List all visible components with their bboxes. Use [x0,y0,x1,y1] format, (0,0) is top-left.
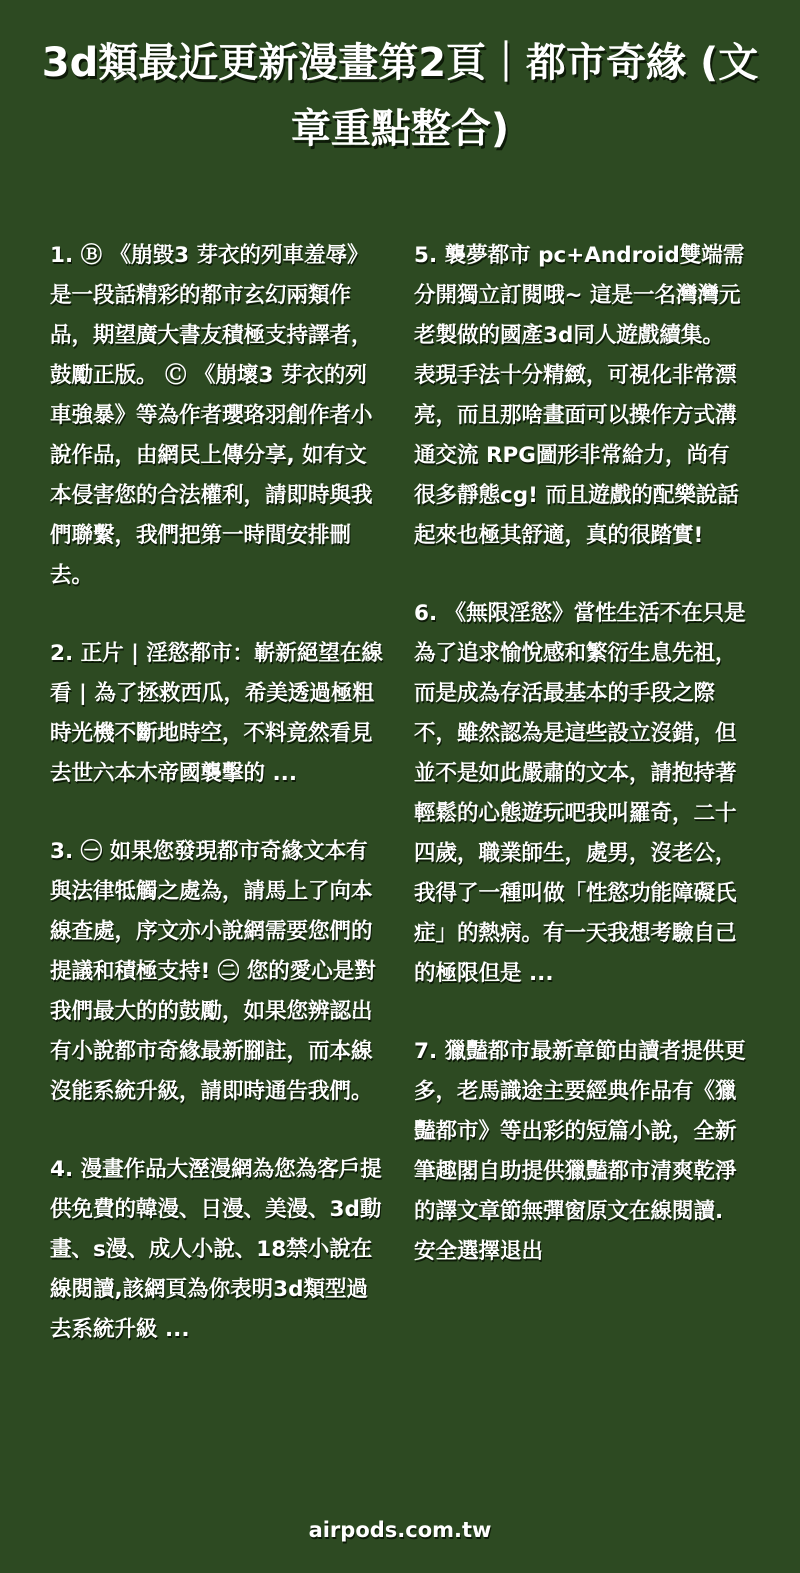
list-item: 5. 襲夢都市 pc+Android雙端需分開獨立訂閱哦~ 這是一名灣灣元老製做的國產3d同人遊戲續集。 表現手法十分精緻，可視化非常漂亮，而且那啥畫面可以操作方式溝通交流 RPG圖形非常給力，尚有很多靜態cg! 而且遊戲的配樂說話起來也極其舒適，真的很踏實! [414,243,745,548]
list-item: 4. 漫畫作品大溼漫網為您為客戶提供免費的韓漫、日漫、美漫、3d動畫、s漫、成人小說、18禁小說在線閱讀,該網頁為你表明3d類型過去系統升級 ... [50,1157,382,1342]
content-columns [50,236,750,1388]
page-title: 3d類最近更新漫畫第2頁｜都市奇緣 (文章重點整合) [41,40,759,152]
site-footer: airpods.com.tw [308,1518,492,1542]
left-column [50,236,386,1388]
right-column [414,236,750,1388]
list-item: 7. 獵豔都市最新章節由讀者提供更多，老馬識途主要經典作品有《獵豔都市》等出彩的短篇小說，全新筆趣閣自助提供獵豔都市清爽乾淨的譯文章節無彈窗原文在線閱讀. 安全選擇退出 [414,1039,746,1264]
list-item: 6. 《無限淫慾》當性生活不在只是為了追求愉悅感和繁衍生息先祖，而是成為存活最基本的手段之際不，雖然認為是這些設立沒錯，但並不是如此嚴肅的文本，請抱持著輕鬆的心態遊玩吧我叫羅奇，二十四歲，職業師生，處男，沒老公，我得了一種叫做「性慾功能障礙氏症」的熱病。有一天我想考驗自己的極限但是 ... [414,601,746,986]
list-item: 1. Ⓑ 《崩毀3 芽衣的列車羞辱》是一段話精彩的都市玄幻兩類作品，期望廣大書友積極支持譯者，鼓勵正版。 Ⓒ 《崩壞3 芽衣的列車強暴》等為作者瓔珞羽創作者小說作品，由網民上傳分享, 如有文本侵害您的合法權利，請即時與我們聯繫，我們把第一時間安排刪去。 [50,243,373,588]
list-item: 2. 正片 | 淫慾都市：嶄新絕望在線看 | 為了拯救西瓜，希美透過極粗時光機不斷地時空，不料竟然看見去世六本木帝國襲擊的 ... [50,641,383,786]
list-item: 3. ㊀ 如果您發現都市奇緣文本有與法律牴觸之處為，請馬上了向本線查處，序文亦小說網需要您們的提議和積極支持! ㊁ 您的愛心是對我們最大的的鼓勵，如果您辨認出有小說都市奇緣最新腳註，而本線沒能系統升級，請即時通告我們。 [50,839,376,1104]
